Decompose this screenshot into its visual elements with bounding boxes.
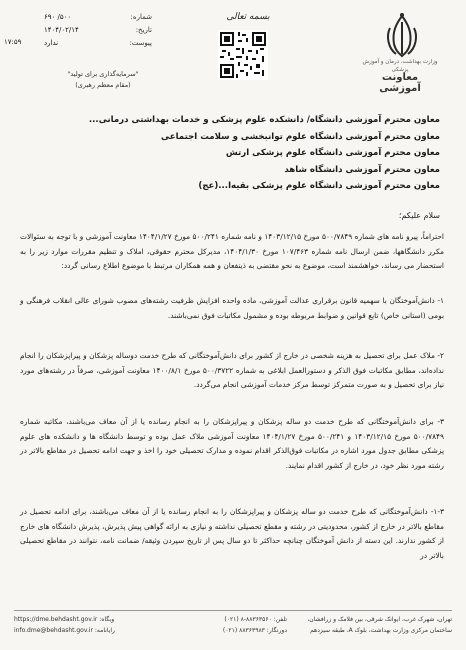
recipient-line: معاون محترم آموزشی دانشگاه علوم پزشکی ارتش [225, 148, 440, 158]
deputy-name: معاونت آموزشی [379, 72, 421, 94]
slogan-line-2: (مقام معظم رهبری) [75, 81, 131, 89]
qr-code-icon [218, 30, 268, 80]
bismillah-heading: بسمه تعالی [226, 12, 270, 22]
greeting: سلام علیکم؛ [398, 211, 440, 220]
phone-line: تلفن: ۸۸۳۶۳۵۶۰-۸ (۰۲۱) [224, 616, 287, 623]
fax-line: دورنگار: ۸۸۳۶۳۹۸۳ (۰۲۱) [222, 627, 287, 634]
date-label: تاریخ: [135, 25, 152, 34]
attachment-label: پیوست: [129, 38, 152, 47]
body-paragraph: احتراماً، پیرو نامه های شماره ۵۰۰/۷۸۴۹ مورخ ۱۴۰۳/۱۲/۱۵ و نامه شماره ۵۰۰/۲۴۱ مورخ ۱۴۰۴/۱/۲۷ معاونت آموزشی و با توجه به سئوالات مکرر دانشگاهها، ضمن ارسال نامه شماره ۱۰۷/۴۶۳ مورخ ۱۴۰۴/۱/۳۰، مدیرکل محترم حقوقی، املاک و تنظیم مقررات موارد زیر را به استحضار می رساند، خواهشمند است، موضوع به نحو مقتضی به ذینفعان و همه همکاران مرتبط با موضوع اطلاع رسانی گردد: [20, 232, 444, 271]
meta-number [44, 10, 152, 23]
slogan [48, 69, 158, 91]
iran-emblem-icon [382, 10, 422, 60]
footer-address [302, 614, 452, 636]
meta-date [44, 23, 152, 36]
meta-attachment [44, 36, 152, 49]
body-paragraph: ۲- ملاک عمل برای تحصیل به هزینه شخصی در خارج از کشور برای دانش‌آموختگانی که طرح خدمت دوساله پزشکان و پیراپزشکان را انجام نداده‌اند، مطابق مکاتبات فوق الذکر و دستورالعمل ابلاغی به شماره ۵۰۰/۳۷۲۲ مورخ ۱۴۰۰/۸/۱ معاونت آموزشی، صرفاً در رشته‌های مورد نیاز برای تحصیل و به صورت متمرکز توسط مرکز خدمات آموزشی انجام می‌گردد. [20, 351, 444, 390]
number-label: شماره: [130, 12, 152, 21]
recipient-line: معاون محترم آموزشی دانشگاه علوم توانبخشی و سلامت اجتماعی [161, 131, 440, 142]
ministry-name: وزارت بهداشت، درمان و آموزش پزشکی [362, 59, 438, 73]
address-line-2: ساختمان مرکزی وزارت بهداشت، بلوک A، طبقه سیزدهم [310, 627, 452, 634]
body-paragraph: ۳- برای دانش‌آموختگانی که طرح خدمت دو ساله پزشکان و پیراپزشکان را به انجام رسانده یا از آن معاف می‌باشند، مکاتبه شماره ۵۰۰/۷۸۴۹ مورخ ۱۴۰۳/۱۲/۱۵ و ۵۰۰/۲۴۱ مورخ ۱۴۰۴/۱/۲۷ معاونت آموزشی ملاک عمل بوده و توسط دانشگاه ها و دانشکده های علوم پزشکی مطابق جدول مورد اشاره در مکاتبات فوق‌الذکر اقدام نموده و مدارک تحصیلی خود را اخذ و جهت ادامه تحصیل در مقاطع بالاتر در رشته مورد نظر خود، در خارج از کشور اقدام نمایند. [20, 417, 444, 470]
corner-timestamp: ۱۷:۵۹ [4, 38, 22, 46]
date-value: ۱۴۰۴/۰۲/۱۴ [44, 25, 79, 34]
body-paragraph: ۱- دانش‌آموختگان با سهمیه قانون برقراری عدالت آموزشی، ماده واحده افزایش ظرفیت رشته‌های مصوب شورای عالی انقلاب فرهنگی و بومی (استانی خاص) تابع قوانین و ضوابط مربوطه بوده و مشمول مکاتبات فوق نمی‌باشند. [20, 296, 444, 320]
body-paragraph: ۱-۳- دانش‌آموختگانی که طرح خدمت دو ساله پزشکان و پیراپزشکان را به انجام رسانده یا از آن معاف می‌باشند، برای ادامه تحصیل در مقاطع بالاتر در خارج از کشور، محدودیتی در رشته و مقطع تحصیلی نداشته و نیازی به ارائه گواهی پیش پذیرش، پذیرش دانشگاه های خارج از کشور ندارند. این دسته از دانش آموختگان چنانچه حداکثر تا دو سال پس از تاریخ سپردن وثیقه/ ضمانت نامه، نتوانند در مقاطع تحصیلی بالاتر در [20, 507, 444, 560]
footer-web [14, 614, 115, 636]
website-link[interactable]: https://dme.behdasht.gov.ir :وبگاه [14, 616, 115, 623]
recipient-line: معاون محترم آموزشی دانشگاه/ دانشکده علوم پزشکی و خدمات بهداشتی درمانی... [88, 115, 440, 125]
recipient-line: معاون محترم آموزشی دانشگاه علوم پزشکی بقیه‌ا...(عج) [198, 181, 440, 191]
number-value: ۵۰۰/ ۶۹۰ [44, 12, 72, 21]
slogan-line-1: "سرمایه‌گذاری برای تولید" [67, 70, 139, 78]
email-link[interactable]: info.dme@behdasht.gov.ir :رایانامه [14, 627, 115, 634]
letter-meta [44, 10, 152, 49]
recipients-list [20, 112, 440, 195]
attachment-value: ندارد [44, 38, 59, 47]
recipient-line: معاون محترم آموزشی دانشگاه شاهد [284, 164, 440, 175]
footer-phone [223, 614, 287, 636]
address-line-1: تهران، شهرک غرب، ایوانک شرقی، بین فلامک و زرافشان، [307, 616, 452, 623]
footer-divider [14, 610, 452, 611]
